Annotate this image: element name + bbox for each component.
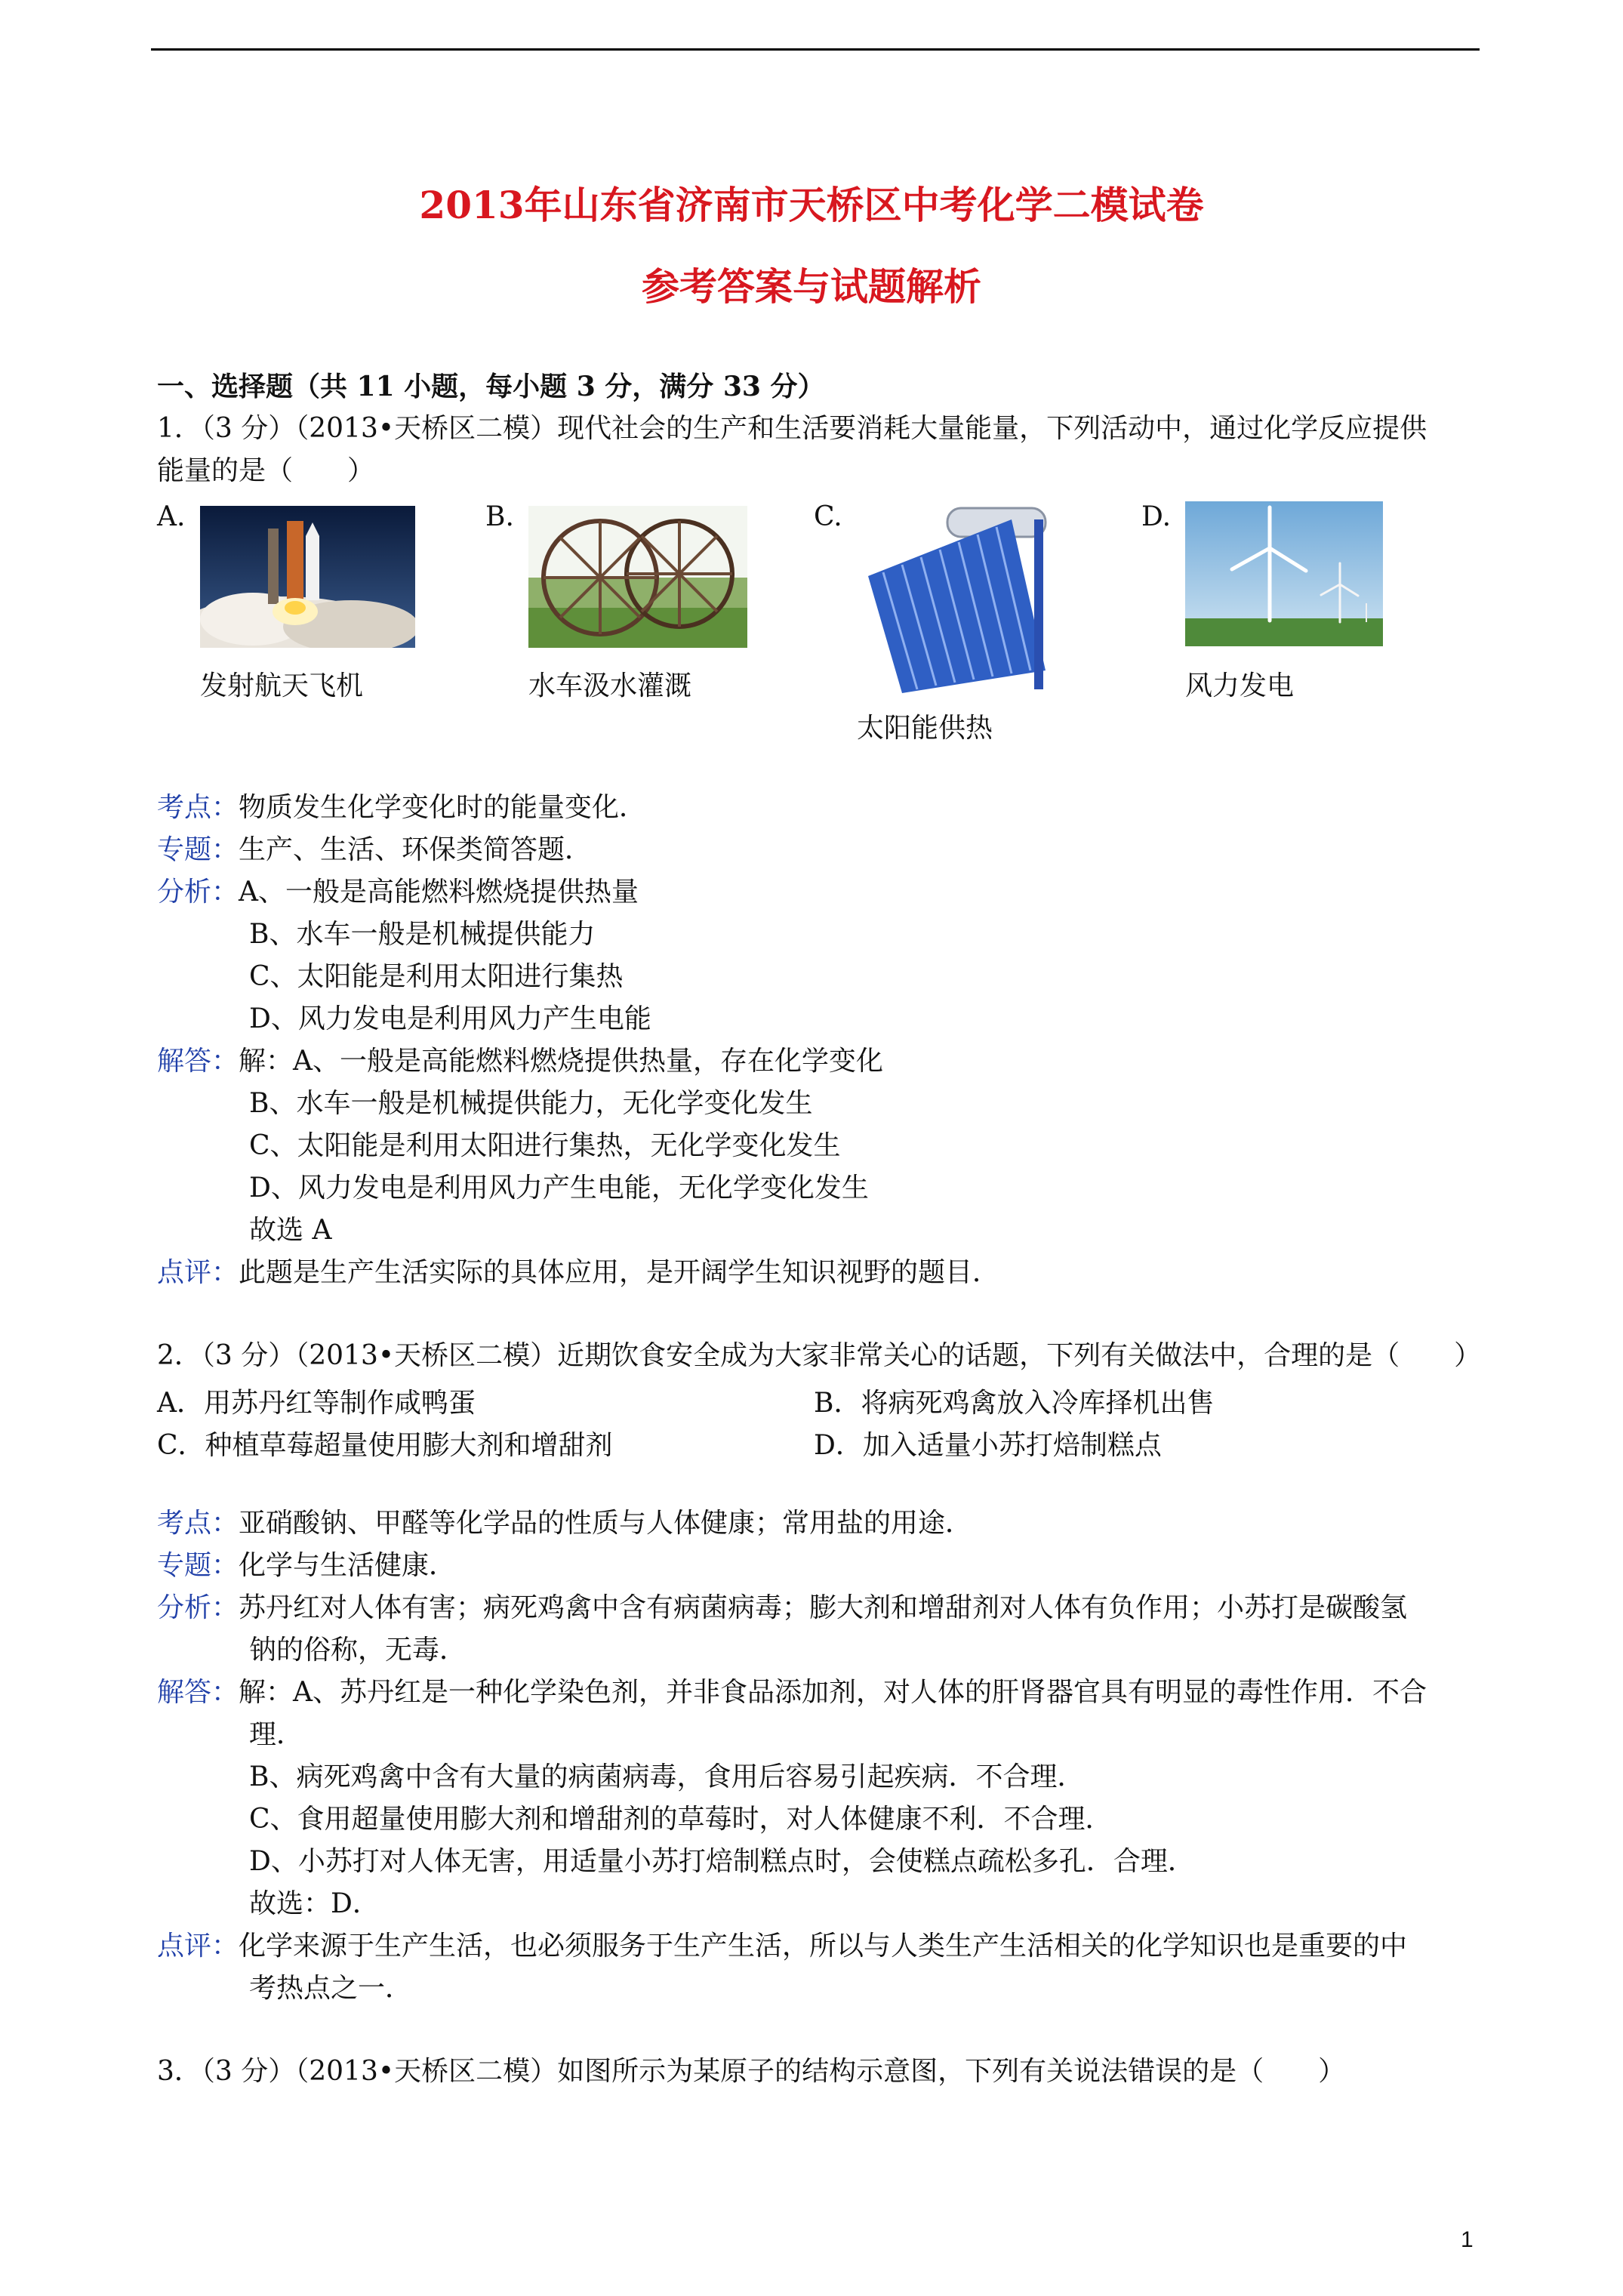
- section-heading: 一、选择题（共 11 小题，每小题 3 分，满分 33 分）: [157, 371, 825, 402]
- q1-jieda-line-1: 解：A、一般是高能燃料燃烧提供热量，存在化学变化: [239, 1046, 884, 1077]
- q2-option-a: A．用苏丹红等制作咸鸭蛋: [157, 1388, 476, 1419]
- q2-jieda-line-1: 解：A、苏丹红是一种化学染色剂，并非食品添加剂，对人体的肝肾器官具有明显的毒性作用．不合: [239, 1677, 1427, 1708]
- q1-option-c-caption: 太阳能供热: [857, 713, 993, 744]
- q2-stem: 2．（3 分）（2013•天桥区二模）近期饮食安全成为大家非常关心的话题，下列有关做法中，合理的是（ ）: [157, 1340, 1482, 1371]
- q1-zhuanti-label: 专题：: [157, 834, 239, 865]
- q2-jieda-line-4: C、食用超量使用膨大剂和增甜剂的草莓时，对人体健康不利．不合理．: [249, 1804, 1113, 1835]
- q1-jieda-line-2: B、水车一般是机械提供能力，无化学变化发生: [249, 1088, 813, 1119]
- q2-jieda-line-5: D、小苏打对人体无害，用适量小苏打焙制糕点时，会使糕点疏松多孔．合理．: [249, 1846, 1195, 1877]
- q2-kaodian-label: 考点：: [157, 1508, 239, 1539]
- q2-fenxi-label: 分析：: [157, 1592, 239, 1623]
- q1-dianping-label: 点评：: [157, 1257, 239, 1288]
- q2-option-b: B．将病死鸡禽放入冷库择机出售: [814, 1388, 1215, 1419]
- q2-jieda-line-3: B、病死鸡禽中含有大量的病菌病毒，食用后容易引起疾病．不合理．: [249, 1761, 1085, 1792]
- wind-turbines-icon: [1185, 501, 1383, 646]
- q1-kaodian-text: 物质发生化学变化时的能量变化．: [239, 792, 647, 823]
- q1-option-d-caption: 风力发电: [1185, 670, 1295, 701]
- q1-jieda-label: 解答：: [157, 1046, 239, 1077]
- q1-fenxi-line-4: D、风力发电是利用风力产生电能: [249, 1003, 651, 1034]
- q2-zhuanti-text: 化学与生活健康．: [239, 1550, 457, 1581]
- page-title: 2013年山东省济南市天桥区中考化学二模试卷: [419, 183, 1204, 227]
- q2-dianping-line-1: 化学来源于生产生活，也必须服务于生产生活，所以与人类生产生活相关的化学知识也是重要的中: [239, 1931, 1408, 1962]
- q1-jieda-line-5: 故选 A: [249, 1215, 332, 1246]
- q2-jieda-label: 解答：: [157, 1677, 239, 1708]
- q1-fenxi-label: 分析：: [157, 877, 239, 908]
- q2-zhuanti-label: 专题：: [157, 1550, 239, 1581]
- header-rule: [151, 48, 1480, 51]
- space-shuttle-launch-icon: [200, 506, 415, 648]
- q1-stem-line-2: 能量的是（ ）: [157, 455, 375, 486]
- q2-dianping-line-2: 考热点之一．: [249, 1973, 413, 2004]
- q1-option-b-letter: B.: [485, 501, 514, 532]
- q2-kaodian-text: 亚硝酸钠、甲醛等化学品的性质与人体健康；常用盐的用途．: [239, 1508, 973, 1539]
- q2-jieda-line-6: 故选：D．: [249, 1888, 380, 1919]
- q1-dianping-text: 此题是生产生活实际的具体应用，是开阔学生知识视野的题目．: [239, 1257, 1000, 1288]
- q1-fenxi-line-1: A、一般是高能燃料燃烧提供热量: [239, 877, 639, 908]
- q1-option-d-letter: D.: [1141, 501, 1172, 532]
- q1-jieda-line-4: D、风力发电是利用风力产生电能，无化学变化发生: [249, 1173, 869, 1203]
- page-subtitle: 参考答案与试题解析: [642, 264, 981, 309]
- q1-kaodian-label: 考点：: [157, 792, 239, 823]
- q2-jieda-line-2: 理．: [249, 1719, 304, 1750]
- page-number: 1: [1461, 2227, 1474, 2252]
- q1-fenxi-line-3: C、太阳能是利用太阳进行集热: [249, 961, 624, 992]
- solar-water-heater-icon: [857, 504, 1057, 693]
- q2-fenxi-line-1: 苏丹红对人体有害；病死鸡禽中含有病菌病毒；膨大剂和增甜剂对人体有负作用；小苏打是碳酸氢: [239, 1592, 1408, 1623]
- q1-zhuanti-text: 生产、生活、环保类简答题．: [239, 834, 593, 865]
- q2-option-c: C．种植草莓超量使用膨大剂和增甜剂: [157, 1430, 613, 1461]
- q2-fenxi-line-2: 钠的俗称，无毒．: [249, 1635, 467, 1666]
- water-wheel-icon: [528, 506, 747, 648]
- q1-option-b-caption: 水车汲水灌溉: [528, 670, 692, 701]
- q1-stem-line-1: 1．（3 分）（2013•天桥区二模）现代社会的生产和生活要消耗大量能量，下列活动中，通过化学反应提供: [157, 413, 1427, 444]
- q2-option-d: D．加入适量小苏打焙制糕点: [814, 1430, 1162, 1461]
- q3-stem: 3．（3 分）（2013•天桥区二模）如图所示为某原子的结构示意图，下列有关说法错误的是（ ）: [157, 2056, 1346, 2087]
- q1-fenxi-line-2: B、水车一般是机械提供能力: [249, 919, 596, 950]
- q1-option-c-letter: C.: [814, 501, 842, 532]
- q2-dianping-label: 点评：: [157, 1931, 239, 1962]
- q1-jieda-line-3: C、太阳能是利用太阳进行集热，无化学变化发生: [249, 1130, 841, 1161]
- q1-option-a-caption: 发射航天飞机: [200, 670, 364, 701]
- q1-option-a-letter: A.: [157, 501, 186, 532]
